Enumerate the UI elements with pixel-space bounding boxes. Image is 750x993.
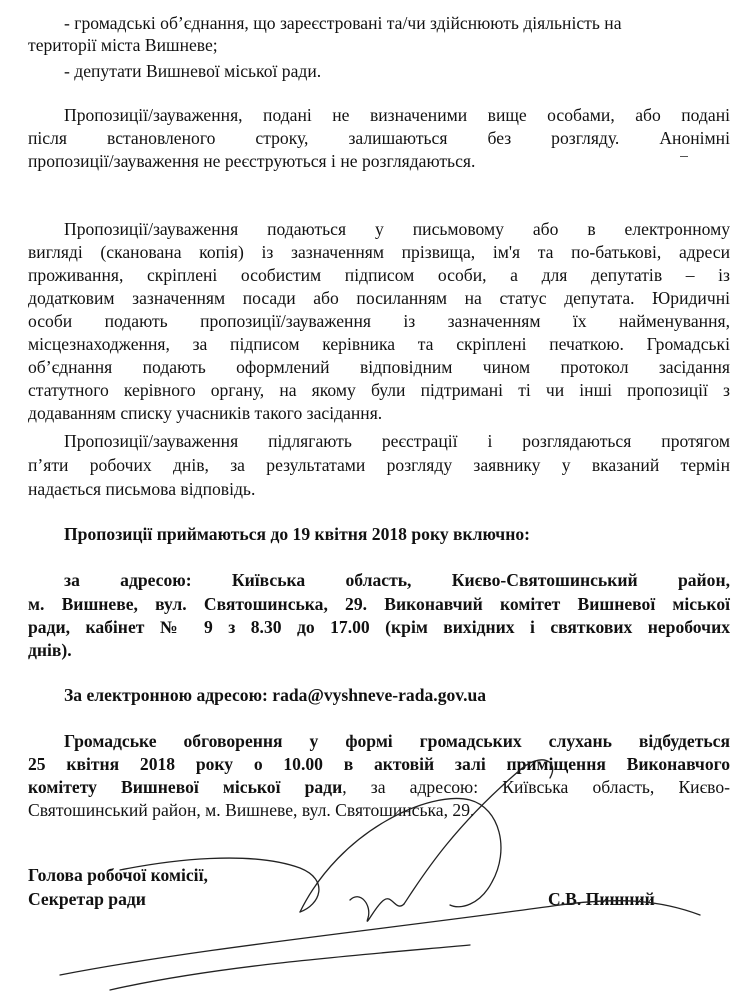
para3-line-1: Пропозиції/зауваження підлягають реєстрації і розглядаються протягом [64,431,730,451]
para1-line-2: після встановленого строку, залишаються без розгляду. Анонімні [28,128,730,148]
para2-line-3: проживання, скріплені особистим підписом особи, а для депутатів – із [28,265,730,285]
address-line-4: днів). [28,640,72,660]
hearing-line-1: Громадське обговорення у формі громадських слухань відбудеться [64,731,730,751]
address-line-2: м. Вишневе, вул. Святошинська, 29. Виконавчий комітет Вишневої міської [28,594,730,614]
para2-line-5: особи подають пропозиції/зауваження із зазначенням їх найменування, [28,311,730,331]
para2-line-8: статутного керівного органу, на якому були підтримані ті чи інші пропозиції з [28,380,730,400]
para2-line-6: місцезнаходження, за підписом керівника та скріплені печаткою. Громадські [28,334,730,354]
address-line-3: ради, кабінет № 9 з 8.30 до 17.00 (крім вихідних і святкових неробочих [28,617,730,637]
para1-line-3: пропозиції/зауваження не реєструються і не розглядаються. [28,151,476,171]
para2-line-9: додаванням списку учасників такого засідання. [28,403,383,423]
scan-mark [680,156,688,157]
para3-line-3: надається письмова відповідь. [28,479,256,499]
address-line-1: за адресою: Київська область, Києво-Святошинський район, [64,570,730,590]
intro-line-1: - громадські об’єднання, що зареєстровані та/чи здійснюють діяльність на [64,13,622,33]
hearing-line-3-rest: , за адресою: Київська область, Києво- [342,777,730,797]
para2-line-4: додатковим зазначенням посади або посиланням на статус депутата. Юридичні [28,288,730,308]
hearing-line-3-bold: комітету Вишневої міської ради [28,777,343,797]
deadline-heading: Пропозиції приймаються до 19 квітня 2018 року включно: [64,524,531,544]
hearing-line-2: 25 квітня 2018 року о 10.00 в актовій залі приміщення Виконавчого [28,754,730,774]
hearing-line-3 [28,776,730,798]
para1-line-1: Пропозиції/зауваження, подані не визначеними вище особами, або подані [64,105,730,125]
para2-line-1: Пропозиції/зауваження подаються у письмовому або в електронному [64,219,730,239]
intro-line-2: території міста Вишневе; [28,35,218,55]
hearing-line-4: Святошинський район, м. Вишневе, вул. Святошинська, 29. [28,800,475,820]
signature-title-1: Голова робочої комісії, [28,865,208,885]
para3-line-2: п’яти робочих днів, за результатами розгляду заявнику у вказаний термін [28,455,730,475]
para2-line-2: вигляді (сканована копія) із зазначенням прізвища, ім'я та по-батькові, адреси [28,242,730,262]
email-line: За електронною адресою: rada@vyshneve-rada.gov.ua [64,685,487,705]
signature-name: С.В. Пишний [548,889,655,909]
para2-line-7: об’єднання подають оформлений відповідним чином протокол засідання [28,357,730,377]
signature-title-2: Секретар ради [28,889,146,909]
intro-line-3: - депутати Вишневої міської ради. [64,61,322,81]
